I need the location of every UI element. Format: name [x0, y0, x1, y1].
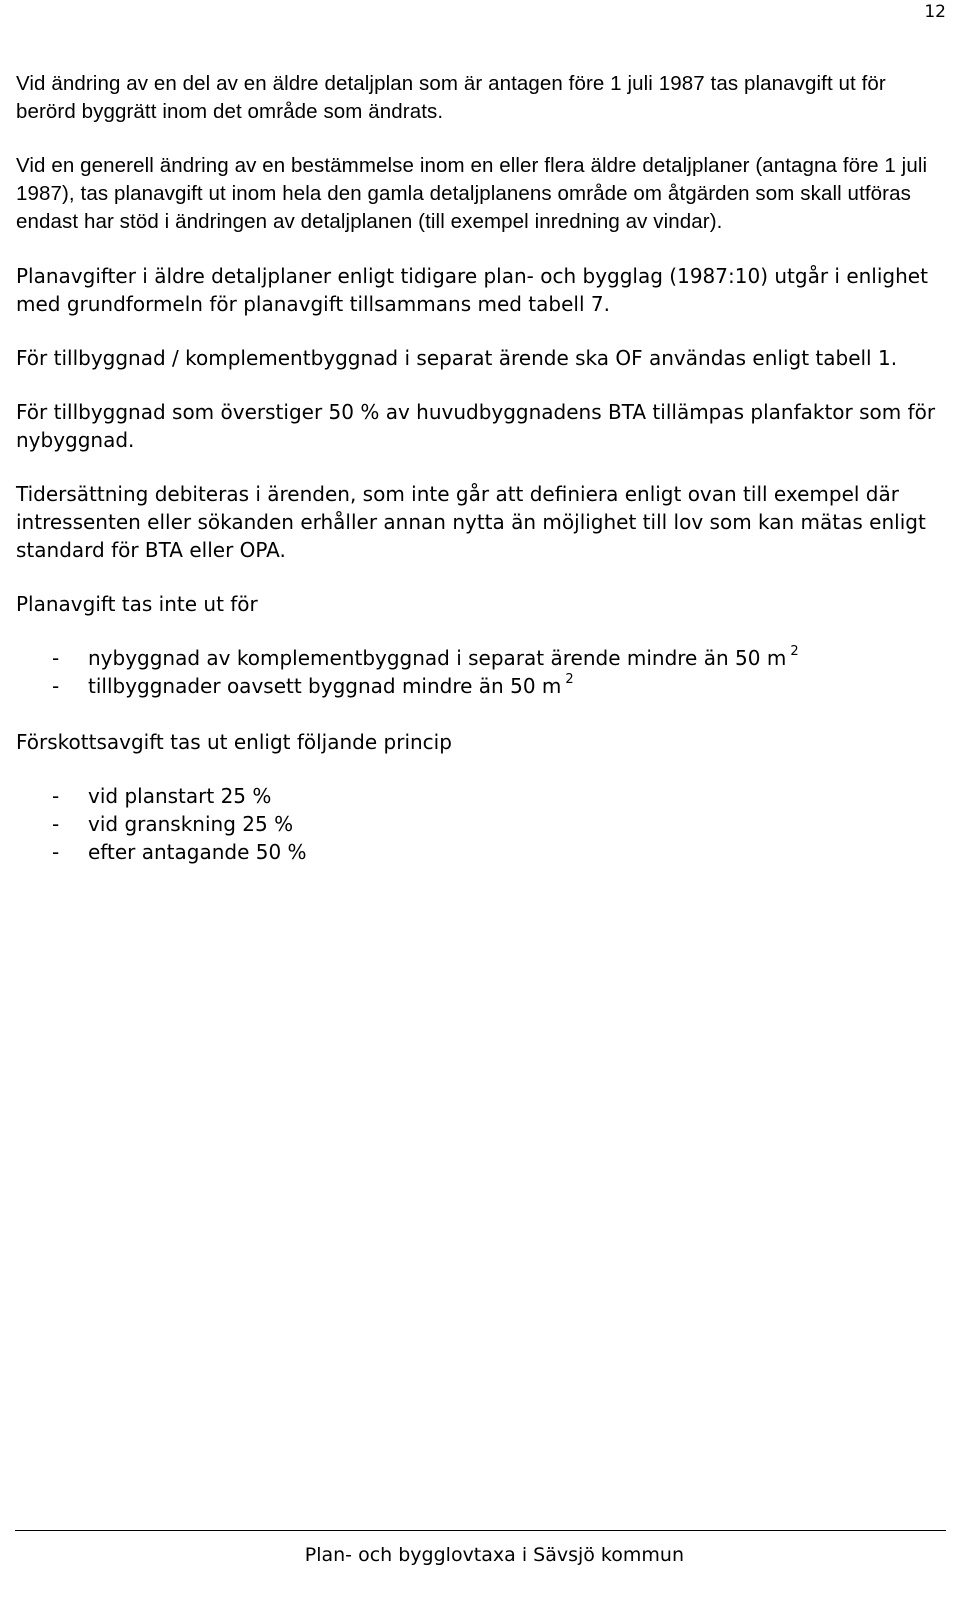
footer-divider	[15, 1530, 946, 1531]
footer-title: Plan- och bygglovtaxa i Sävsjö kommun	[304, 1544, 684, 1566]
paragraph-older-plans: Planavgifter i äldre detaljplaner enligt tidigare plan- och bygglag (1987:10) utgår i enlighet med grundformeln för planavgift tillsammans med tabell 7.	[16, 264, 928, 316]
paragraph-extension-of: För tillbyggnad / komplementbyggnad i separat ärende ska OF användas enligt tabell 1.	[16, 346, 898, 370]
list-item-text: nybyggnad av komplementbyggnad i separat ärende mindre än 50 m $^2$	[88, 644, 799, 670]
list-item-text: vid granskning 25 %	[88, 812, 294, 836]
list-item	[16, 838, 951, 866]
paragraph-partial-change: Vid ändring av en del av en äldre detaljplan som är antagen före 1 juli 1987 tas planavgift ut för berörd byggrätt inom det område som ändrats.	[16, 72, 886, 123]
list-item	[16, 782, 951, 810]
superscript: 2	[565, 672, 574, 688]
list-item-text: tillbyggnader oavsett byggnad mindre än 50 m $^2$	[88, 672, 574, 698]
document-body	[16, 70, 951, 894]
list-item	[16, 810, 951, 838]
list-item	[16, 644, 951, 672]
paragraph-advance-heading: Förskottsavgift tas ut enligt följande princip	[16, 730, 452, 754]
list-dash: -	[52, 674, 60, 698]
list-dash: -	[52, 784, 60, 808]
exemptions-list	[16, 644, 951, 700]
paragraph-time-charge: Tidersättning debiteras i ärenden, som inte går att definiera enligt ovan till exempel där intressenten eller sökanden erhåller annan nytta än möjlighet till lov som kan mätas enligt standard för BTA eller OPA.	[16, 482, 926, 562]
paragraph-general-change: Vid en generell ändring av en bestämmelse inom en eller flera äldre detaljplaner (antagna före 1 juli 1987), tas planavgift ut inom hela den gamla detaljplanens område om åtgärden som skall utföras endast har stöd i ändringen av detaljplanen (till exempel inredning av vindar).	[16, 154, 928, 233]
list-dash: -	[52, 840, 60, 864]
list-item-text: vid planstart 25 %	[88, 784, 272, 808]
advance-list	[16, 782, 951, 866]
paragraph-extension-over-50: För tillbyggnad som överstiger 50 % av huvudbyggnadens BTA tillämpas planfaktor som för nybyggnad.	[16, 400, 936, 452]
page-number: 12	[924, 2, 946, 22]
paragraph-exemptions-heading: Planavgift tas inte ut för	[16, 592, 258, 616]
superscript: 2	[790, 644, 799, 660]
list-dash: -	[52, 646, 60, 670]
list-item	[16, 672, 951, 700]
list-dash: -	[52, 812, 60, 836]
list-item-text: efter antagande 50 %	[88, 840, 307, 864]
